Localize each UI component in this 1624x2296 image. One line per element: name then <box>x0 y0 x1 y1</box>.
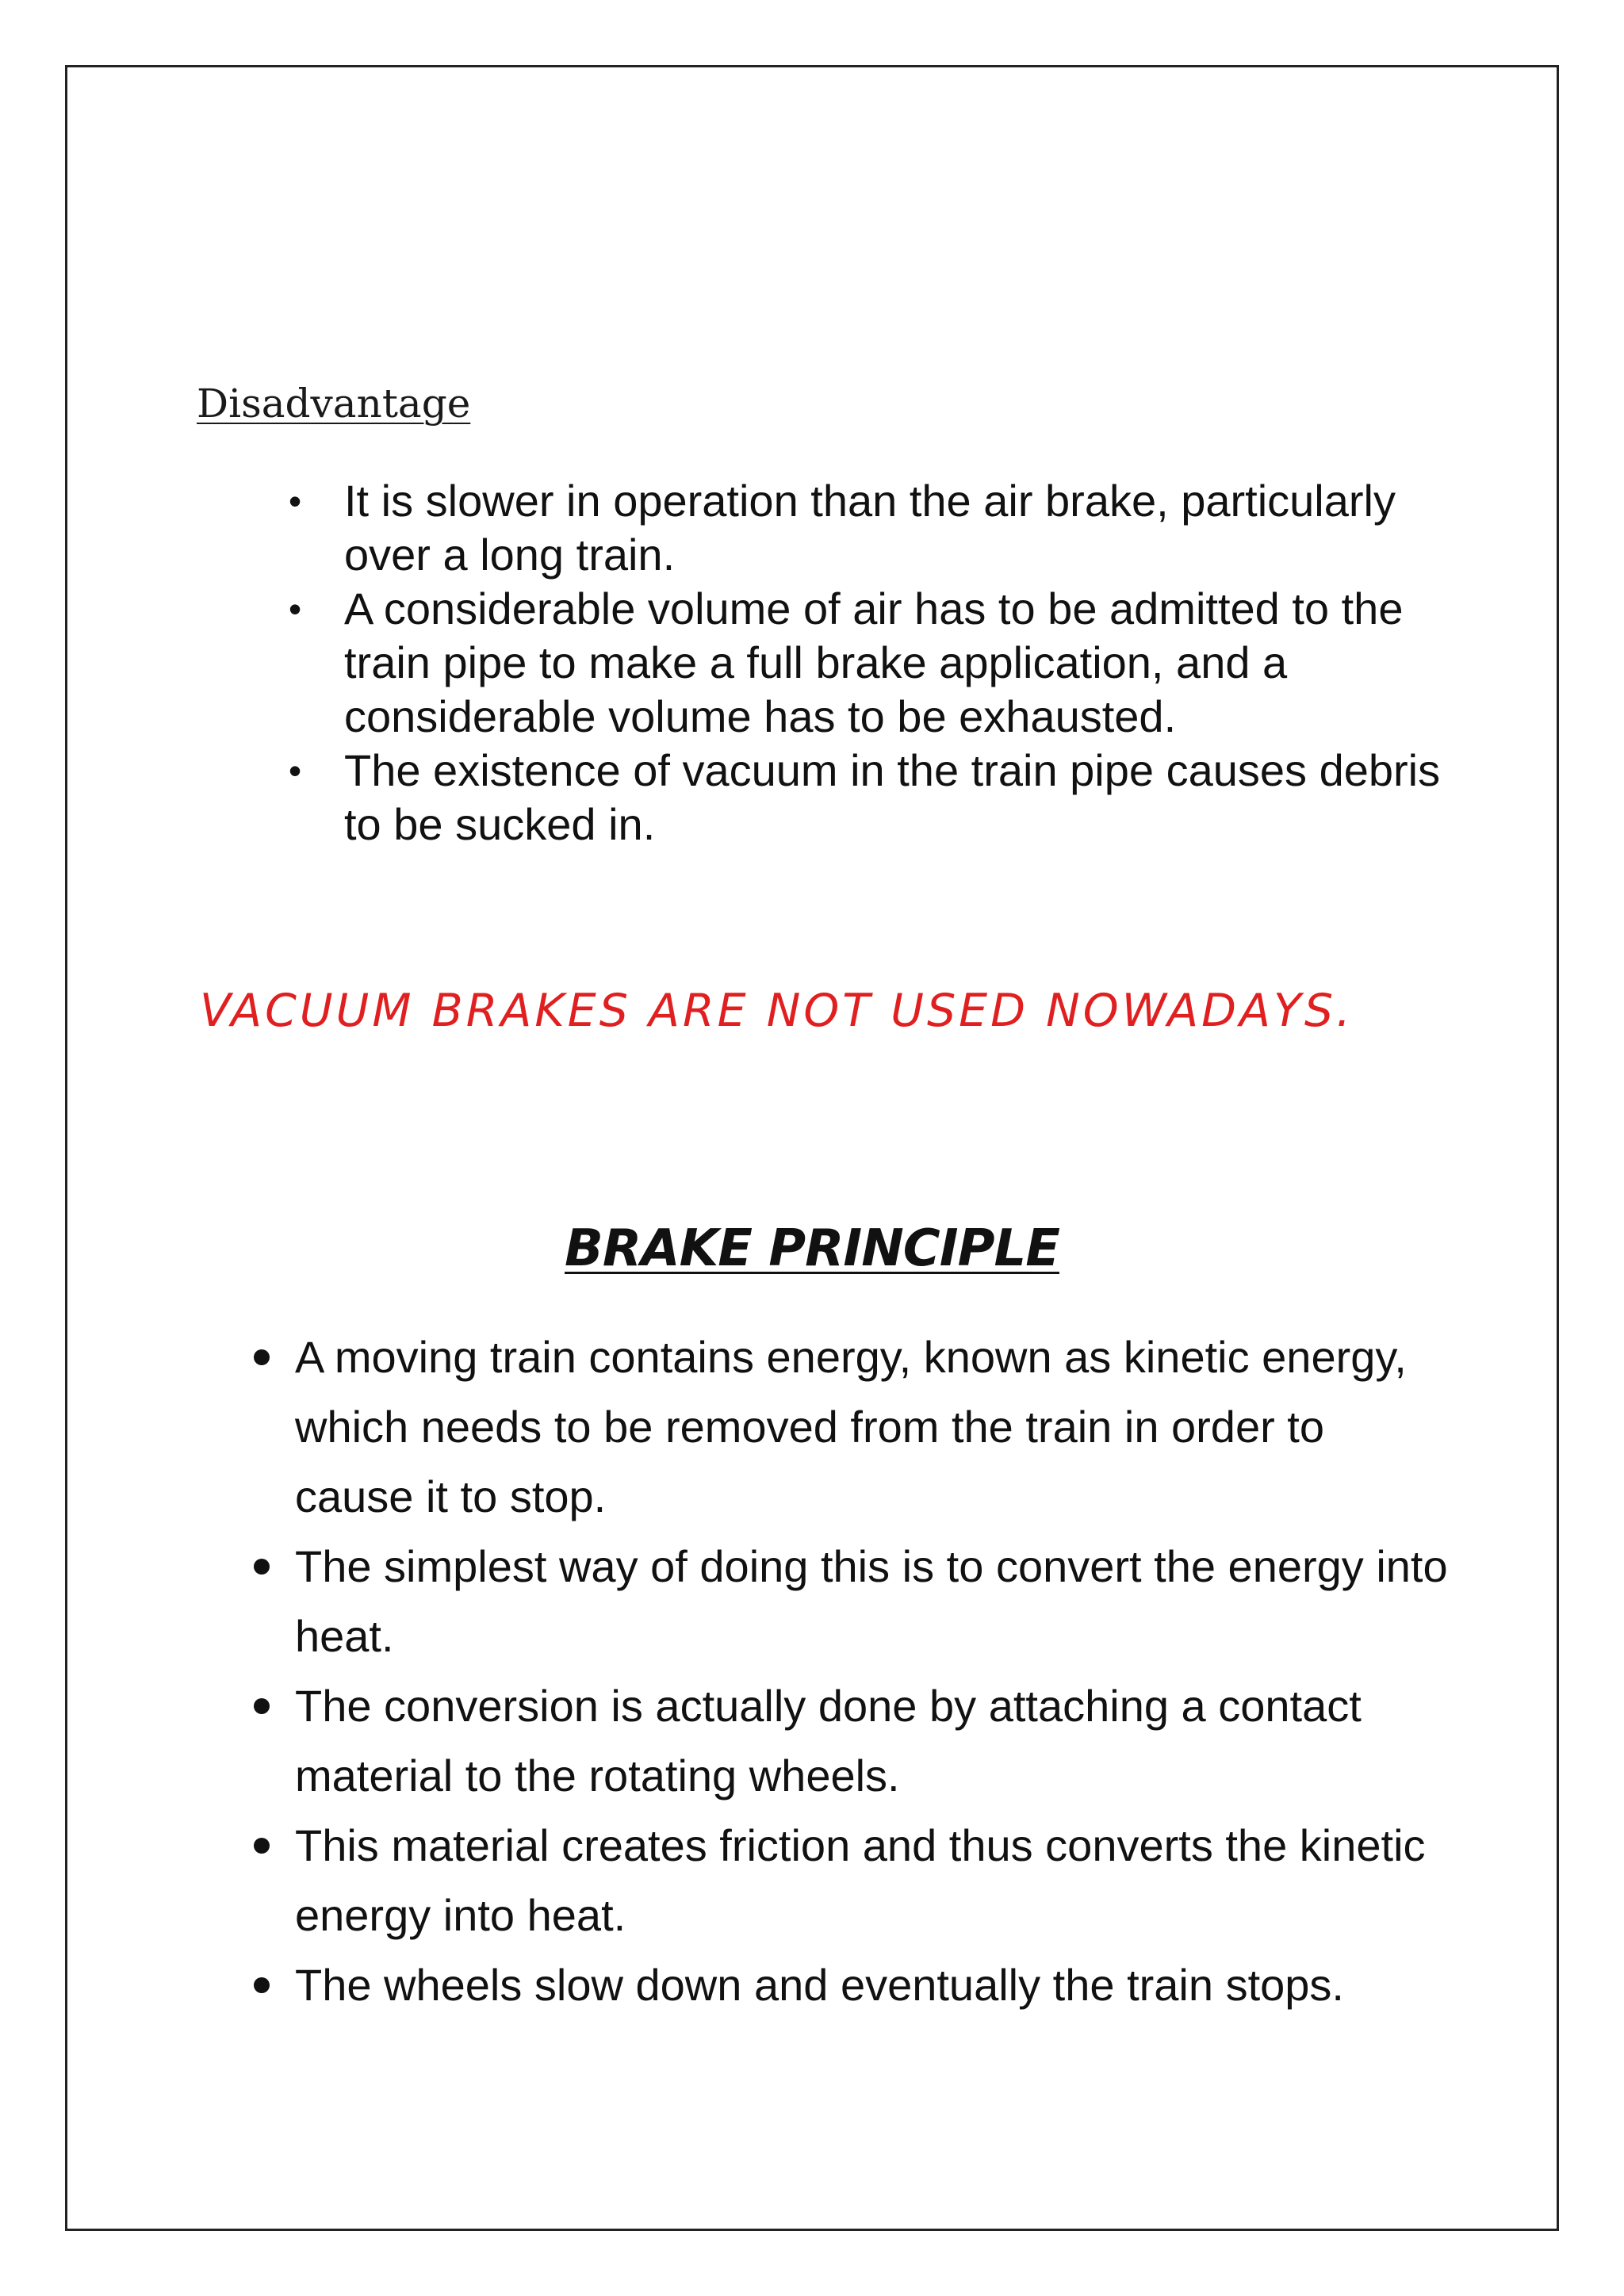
vacuum-brakes-note: VACUUM BRAKES ARE NOT USED NOWADAYS. <box>200 985 1354 1037</box>
list-item <box>249 1811 1454 1950</box>
bullet-dot-icon <box>254 1349 270 1365</box>
list-item-text: A considerable volume of air has to be admitted to the train pipe to make a full brake application, and a considerable volume has to be exhausted. <box>344 584 1404 741</box>
list-item-text: It is slower in operation than the air brake, particularly over a long train. <box>344 476 1396 580</box>
bullet-dot-icon <box>254 1977 270 1993</box>
bullet-icon: • <box>289 480 302 522</box>
list-item-text: The wheels slow down and eventually the train stops. <box>295 1960 1344 2010</box>
bullet-dot-icon <box>254 1698 270 1714</box>
list-item <box>249 1671 1454 1811</box>
list-item <box>289 474 1454 582</box>
disadvantage-heading: Disadvantage <box>197 381 471 427</box>
list-item-text: The conversion is actually done by attaching a contact material to the rotating wheels. <box>295 1681 1362 1800</box>
list-item <box>289 582 1454 744</box>
list-item-text: The existence of vacuum in the train pipe causes debris to be sucked in. <box>344 745 1441 849</box>
list-item <box>249 1322 1454 1532</box>
bullet-dot-icon <box>254 1559 270 1575</box>
list-item-text: The simplest way of doing this is to convert the energy into heat. <box>295 1541 1448 1661</box>
disadvantage-list <box>289 474 1454 851</box>
bullet-icon: • <box>289 750 302 791</box>
brake-principle-list <box>249 1322 1454 2020</box>
list-item-text: This material creates friction and thus converts the kinetic energy into heat. <box>295 1820 1426 1940</box>
list-item <box>249 1950 1454 2020</box>
bullet-icon: • <box>289 588 302 629</box>
bullet-dot-icon <box>254 1838 270 1854</box>
list-item-text: A moving train contains energy, known as kinetic energy, which needs to be removed from the train in order to cause it to stop. <box>295 1332 1407 1521</box>
brake-principle-heading: BRAKE PRINCIPLE <box>565 1219 1059 1278</box>
list-item <box>289 744 1454 851</box>
list-item <box>249 1532 1454 1671</box>
